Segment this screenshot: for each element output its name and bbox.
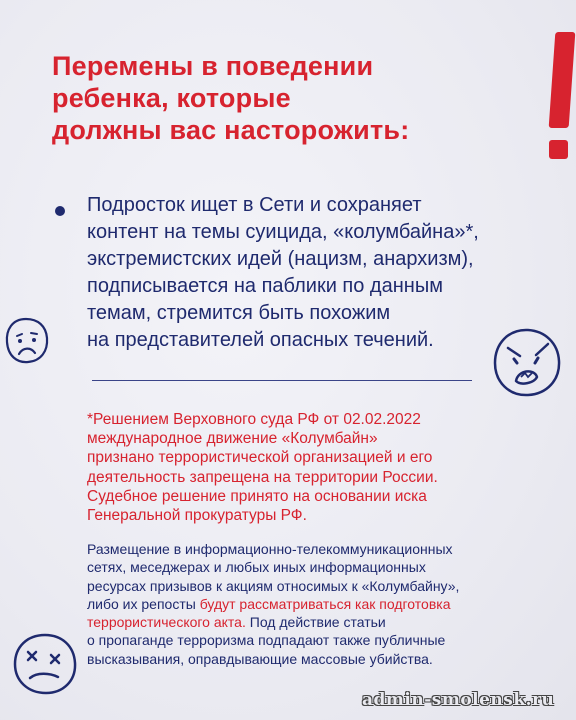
dizzy-face-icon [10,632,80,696]
legal-line: Судебное решение принято на основании иска [87,487,427,505]
info-paragraph [87,540,527,668]
headline [52,50,522,146]
legal-line: признано террористической организацией и его [87,449,433,467]
legal-line: *Решением Верховного суда РФ от 02.02.2022 [87,411,421,428]
bullet-line: темам, стремится быть похожим [87,302,391,324]
bullet-line: на представителей опасных течений. [87,329,434,351]
headline-line: Перемены в поведении [52,51,374,81]
sad-face-icon [4,316,50,366]
info-line [87,595,527,613]
info-highlight: будут рассматриваться как подготовка [199,595,451,612]
legal-line: деятельность запрещена на территории России. [87,468,438,486]
info-text: либо их репосты [87,595,200,612]
info-line: Размещение в информационно-телекоммуникационных [87,541,453,557]
info-line [87,613,527,631]
headline-line: должны вас насторожить: [52,115,410,145]
exclamation-dot-icon [549,140,568,159]
bullet-line: контент на темы суицида, «колумбайна»*, [87,221,479,243]
bullet-line: экстремистских идей (нацизм, анархизм), [87,248,474,270]
legal-note [87,410,527,525]
divider [92,380,472,381]
info-line: высказывания, оправдывающие массовые убийства. [87,650,433,667]
info-line: ресурсах призывов к акциям относимых к «Колумбайну», [87,577,460,594]
info-highlight: террористического акта. [87,614,246,631]
exclamation-icon [549,32,576,128]
headline-line: ребенка, которые [52,83,291,113]
bullet-line: Подросток ищет в Сети и сохраняет [87,194,422,216]
legal-line: международное движение «Колумбайн» [87,430,378,448]
bullet-icon [55,206,65,216]
angry-face-icon [490,326,564,400]
watermark: admin-smolensk.ru [362,690,555,710]
legal-line: Генеральной прокуратуры РФ. [87,507,307,525]
bullet-line: подписывается на паблики по данным [87,275,443,297]
bullet-text [87,192,557,354]
info-line: сетях, меседжерах и любых иных информационных [87,559,426,576]
info-line: о пропаганде терроризма подпадают также публичные [87,632,446,649]
info-text: Под действие статьи [245,614,386,631]
